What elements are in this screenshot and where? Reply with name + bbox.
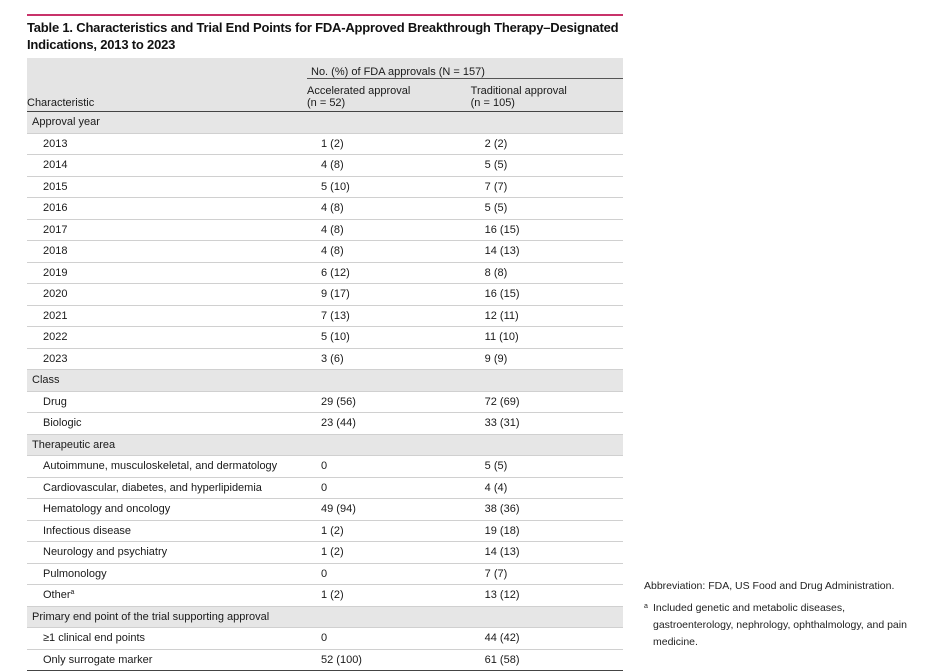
accelerated-value: 9 (17) [307, 284, 471, 306]
row-label [27, 563, 307, 585]
accelerated-value: 49 (94) [307, 499, 471, 521]
row-label [27, 155, 307, 177]
traditional-value: 61 (58) [471, 649, 623, 671]
table-row [27, 520, 623, 542]
section-row [27, 434, 623, 456]
section-row [27, 112, 623, 134]
row-label-text: 2019 [43, 266, 68, 279]
header-traditional [471, 79, 623, 112]
table-row [27, 348, 623, 370]
traditional-value: 5 (5) [471, 155, 623, 177]
row-label-text: Approval year [32, 116, 100, 129]
row-label [27, 542, 307, 564]
section-label [27, 606, 307, 628]
accelerated-value: 1 (2) [307, 542, 471, 564]
accelerated-value: 6 (12) [307, 262, 471, 284]
footnote-a-text: Included genetic and metabolic diseases, gastroenterology, nephrology, ophthalmology, and pain medicine. [653, 602, 907, 648]
section-label [27, 112, 307, 134]
row-label [27, 176, 307, 198]
accelerated-value: 1 (2) [307, 133, 471, 155]
traditional-value: 33 (31) [471, 413, 623, 435]
section-row [27, 370, 623, 392]
traditional-value: 7 (7) [471, 176, 623, 198]
traditional-value: 19 (18) [471, 520, 623, 542]
header-accelerated [307, 79, 471, 112]
footnote-a [644, 600, 924, 651]
row-label [27, 133, 307, 155]
table-row [27, 391, 623, 413]
row-label [27, 520, 307, 542]
row-label [27, 327, 307, 349]
table-row [27, 284, 623, 306]
accelerated-value: 52 (100) [307, 649, 471, 671]
row-label-text: Pulmonology [43, 567, 107, 580]
accelerated-value: 4 (8) [307, 219, 471, 241]
traditional-value: 16 (15) [471, 219, 623, 241]
table-row [27, 262, 623, 284]
footnote-a-mark: a [644, 603, 648, 610]
accelerated-value: 1 (2) [307, 520, 471, 542]
row-label-text: Only surrogate marker [43, 653, 153, 666]
table-row [27, 198, 623, 220]
section-label [27, 434, 307, 456]
row-label-text: Primary end point of the trial supporting approval [32, 610, 270, 623]
row-label-text: 2016 [43, 202, 68, 215]
header-accelerated-label: Accelerated approval [307, 85, 411, 97]
row-label [27, 456, 307, 478]
traditional-value: 16 (15) [471, 284, 623, 306]
table-title: Table 1. Characteristics and Trial End Points for FDA-Approved Breakthrough Therapy–Designated Indications, 2013 to 2023 [27, 20, 619, 52]
row-label [27, 241, 307, 263]
table-row [27, 133, 623, 155]
accelerated-value: 23 (44) [307, 413, 471, 435]
traditional-value: 11 (10) [471, 327, 623, 349]
accelerated-value: 5 (10) [307, 176, 471, 198]
title-rule [27, 14, 623, 16]
row-label-text: 2023 [43, 352, 68, 365]
row-label [27, 262, 307, 284]
row-label [27, 477, 307, 499]
row-label [27, 391, 307, 413]
row-label-text: Class [32, 374, 60, 387]
row-label [27, 585, 307, 607]
row-label-text: Neurology and psychiatry [43, 546, 168, 559]
table-row [27, 327, 623, 349]
accelerated-value: 7 (13) [307, 305, 471, 327]
row-label-text: 2020 [43, 288, 68, 301]
table-row [27, 176, 623, 198]
traditional-value: 14 (13) [471, 241, 623, 263]
row-label [27, 649, 307, 671]
traditional-value [471, 606, 623, 628]
table-row [27, 241, 623, 263]
traditional-value: 4 (4) [471, 477, 623, 499]
data-table-container [27, 58, 623, 671]
row-label [27, 219, 307, 241]
table-row [27, 456, 623, 478]
traditional-value: 44 (42) [471, 628, 623, 650]
table-row [27, 155, 623, 177]
row-label [27, 305, 307, 327]
traditional-value: 9 (9) [471, 348, 623, 370]
accelerated-value [307, 434, 471, 456]
row-label-text: 2018 [43, 245, 68, 258]
characteristics-table [27, 58, 623, 671]
header-row-group [27, 58, 623, 79]
section-row [27, 606, 623, 628]
accelerated-value: 0 [307, 477, 471, 499]
footnote-abbreviation: Abbreviation: FDA, US Food and Drug Administration. [644, 580, 895, 592]
header-characteristic: Characteristic [27, 79, 307, 112]
header-traditional-label: Traditional approval [470, 85, 567, 97]
row-label-text: 2013 [43, 137, 68, 150]
row-label-text: Cardiovascular, diabetes, and hyperlipidemia [43, 481, 262, 494]
row-label-text: Hematology and oncology [43, 503, 171, 516]
table-row [27, 542, 623, 564]
accelerated-value: 4 (8) [307, 155, 471, 177]
traditional-value: 5 (5) [471, 456, 623, 478]
accelerated-value: 4 (8) [307, 241, 471, 263]
traditional-value: 13 (12) [471, 585, 623, 607]
accelerated-value: 4 (8) [307, 198, 471, 220]
traditional-value: 5 (5) [471, 198, 623, 220]
accelerated-value: 5 (10) [307, 327, 471, 349]
table-row [27, 649, 623, 671]
accelerated-value [307, 112, 471, 134]
traditional-value: 7 (7) [471, 563, 623, 585]
row-label [27, 284, 307, 306]
row-label [27, 198, 307, 220]
traditional-value [471, 434, 623, 456]
row-label-text: 2021 [43, 309, 68, 322]
row-label-text: Therapeutic area [32, 438, 116, 451]
traditional-value: 2 (2) [471, 133, 623, 155]
table-row [27, 219, 623, 241]
row-label [27, 628, 307, 650]
row-label-text: 2015 [43, 180, 68, 193]
traditional-value [471, 112, 623, 134]
accelerated-value: 0 [307, 456, 471, 478]
row-label [27, 499, 307, 521]
accelerated-value: 3 (6) [307, 348, 471, 370]
row-label-text: Biologic [43, 417, 82, 430]
traditional-value: 72 (69) [471, 391, 623, 413]
traditional-value [471, 370, 623, 392]
row-label-text: 2017 [43, 223, 68, 236]
row-label [27, 413, 307, 435]
row-label-text: Drug [43, 395, 67, 408]
accelerated-value [307, 606, 471, 628]
accelerated-value: 1 (2) [307, 585, 471, 607]
row-label-text: ≥1 clinical end points [43, 632, 146, 645]
accelerated-value [307, 370, 471, 392]
header-group-label: No. (%) of FDA approvals (N = 157) [307, 58, 623, 79]
row-label-text: Autoimmune, musculoskeletal, and dermatology [43, 460, 278, 473]
row-label [27, 348, 307, 370]
row-label-text: Infectious disease [43, 524, 132, 537]
row-label-text: 2014 [43, 159, 68, 172]
header-accelerated-n: (n = 52) [307, 97, 346, 109]
header-row-columns [27, 79, 623, 112]
traditional-value: 12 (11) [471, 305, 623, 327]
traditional-value: 14 (13) [471, 542, 623, 564]
footnote-marker: a [70, 589, 75, 597]
accelerated-value: 29 (56) [307, 391, 471, 413]
header-traditional-n: (n = 105) [470, 97, 515, 109]
table-row [27, 413, 623, 435]
accelerated-value: 0 [307, 563, 471, 585]
row-label-text: 2022 [43, 331, 68, 344]
traditional-value: 38 (36) [471, 499, 623, 521]
table-row [27, 628, 623, 650]
traditional-value: 8 (8) [471, 262, 623, 284]
table-row [27, 305, 623, 327]
row-label-text: Other [43, 589, 71, 602]
table-row [27, 563, 623, 585]
table-row [27, 585, 623, 607]
accelerated-value: 0 [307, 628, 471, 650]
table-body [27, 112, 623, 671]
section-label [27, 370, 307, 392]
table-row [27, 477, 623, 499]
table-row [27, 499, 623, 521]
header-empty-cell [27, 58, 307, 79]
